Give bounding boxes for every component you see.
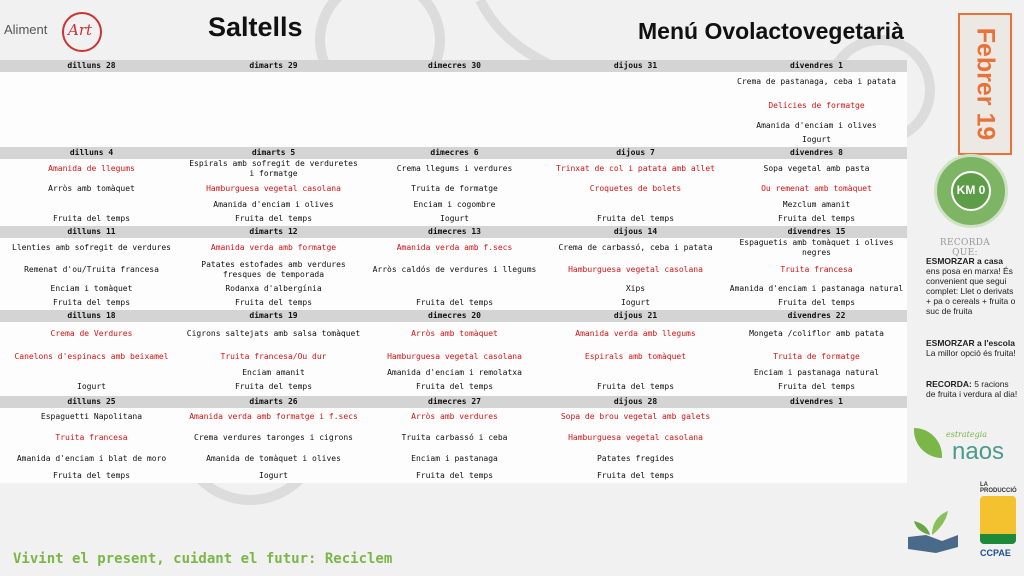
day-header: divendres 22 <box>726 310 907 322</box>
dish-cell: Fruita del temps <box>183 212 364 226</box>
menu-row <box>0 322 907 346</box>
dish-cell: Iogurt <box>0 378 183 396</box>
dish-cell: Remenat d'ou/Truita francesa <box>0 258 183 282</box>
menu-row <box>0 346 907 368</box>
footer-slogan: Vivint el present, cuidant el futur: Reciclem <box>13 551 393 567</box>
menu-row <box>0 426 907 449</box>
dish-cell: Xips <box>545 282 726 296</box>
dish-cell <box>545 368 726 378</box>
dish-cell <box>364 282 545 296</box>
dish-cell: Fruita del temps <box>364 469 545 483</box>
dish-cell: Delícies de formatge <box>726 92 907 119</box>
menu-row <box>0 159 907 179</box>
menu-row <box>0 119 907 133</box>
dish-cell <box>0 72 183 92</box>
day-header: dilluns 25 <box>0 396 183 408</box>
dish-cell <box>0 198 183 212</box>
dish-cell: Amanida d'enciam i remolatxa <box>364 368 545 378</box>
day-header: dimarts 12 <box>183 226 364 238</box>
day-header: dimarts 19 <box>183 310 364 322</box>
dish-cell: Amanida d'enciam i blat de moro <box>0 449 183 469</box>
menu-row <box>0 282 907 296</box>
dish-cell <box>545 72 726 92</box>
esmorzar-escola-text: La millor opció és fruita! <box>926 348 1016 358</box>
dish-cell: Fruita del temps <box>726 378 907 396</box>
dish-cell: Espirals amb tomàquet <box>545 346 726 368</box>
dish-cell <box>364 119 545 133</box>
dish-cell: Truita de formatge <box>726 346 907 368</box>
menu-row <box>0 238 907 258</box>
day-header: dimarts 29 <box>183 60 364 72</box>
dish-cell: Enciam i pastanaga <box>364 449 545 469</box>
dish-cell: Enciam amanit <box>183 368 364 378</box>
dish-cell <box>183 119 364 133</box>
dish-cell: Enciam i tomàquet <box>0 282 183 296</box>
day-header: dimecres 30 <box>364 60 545 72</box>
dish-cell: Llenties amb sofregit de verdures <box>0 238 183 258</box>
dish-cell: Cigrons saltejats amb salsa tomàquet <box>183 322 364 346</box>
day-header: dimecres 20 <box>364 310 545 322</box>
dish-cell: Hamburguesa vegetal casolana <box>545 426 726 449</box>
dish-cell: Truita francesa <box>726 258 907 282</box>
dish-cell <box>0 92 183 119</box>
dish-cell: Fruita del temps <box>183 378 364 396</box>
week-header-row <box>0 310 907 322</box>
day-header: dijous 21 <box>545 310 726 322</box>
logo-text: Aliment <box>4 22 48 37</box>
dish-cell <box>545 92 726 119</box>
dish-cell: Enciam i cogombre <box>364 198 545 212</box>
week-header-row <box>0 60 907 72</box>
menu-row <box>0 449 907 469</box>
dish-cell: Fruita del temps <box>364 296 545 310</box>
ccpae-top: LA PRODUCCIÓ <box>980 482 1017 494</box>
dish-cell: Espaguetti Napolitana <box>0 408 183 426</box>
menu-type-title: Menú Ovolactovegetarià <box>638 18 904 44</box>
school-name: Saltells <box>208 12 303 42</box>
hand-plant-icon <box>906 505 962 555</box>
week-header-row <box>0 396 907 408</box>
dish-cell: Espaguetis amb tomàquet i olives negres <box>726 238 907 258</box>
dish-cell <box>545 133 726 147</box>
dish-cell: Amanida d'enciam i pastanaga natural <box>726 282 907 296</box>
dish-cell: Sopa vegetal amb pasta <box>726 159 907 179</box>
dish-cell: Fruita del temps <box>545 469 726 483</box>
dish-cell: Truita carbassó i ceba <box>364 426 545 449</box>
menu-row <box>0 469 907 483</box>
dish-cell: Arròs amb tomàquet <box>364 322 545 346</box>
recorda-text: 5 racions de fruita i verdura al dia! <box>926 379 1018 399</box>
menu-row <box>0 198 907 212</box>
day-header: dilluns 28 <box>0 60 183 72</box>
dish-cell: Mongeta /coliflor amb patata <box>726 322 907 346</box>
recorda-fruita-note <box>926 379 1020 399</box>
dish-cell: Amanida verda amb f.secs <box>364 238 545 258</box>
day-header: dilluns 4 <box>0 147 183 159</box>
naos-logo <box>912 424 1012 468</box>
dish-cell: Crema de Verdures <box>0 322 183 346</box>
dish-cell: Trinxat de col i patata amb allet <box>545 159 726 179</box>
dish-cell: Truita de formatge <box>364 179 545 198</box>
naos-big: naos <box>952 438 1005 465</box>
esmorzar-escola-title: ESMORZAR a l'escola <box>926 338 1015 348</box>
day-header: dimecres 13 <box>364 226 545 238</box>
month-label: Febrer 19 <box>971 27 1000 141</box>
menu-row <box>0 92 907 119</box>
dish-cell: Mezclum amanit <box>726 198 907 212</box>
dish-cell: Crema de pastanaga, ceba i patata <box>726 72 907 92</box>
day-header: dijous 14 <box>545 226 726 238</box>
menu-row <box>0 368 907 378</box>
dish-cell: Amanida verda amb llegums <box>545 322 726 346</box>
dish-cell: Hamburguesa vegetal casolana <box>545 258 726 282</box>
day-header: dimarts 26 <box>183 396 364 408</box>
dish-cell <box>726 408 907 426</box>
week-header-row <box>0 147 907 159</box>
menu-table <box>0 60 907 483</box>
dish-cell <box>0 368 183 378</box>
dish-cell: Canelons d'espinacs amb beixamel <box>0 346 183 368</box>
dish-cell: Espirals amb sofregit de verduretes i formatge <box>183 159 364 179</box>
dish-cell: Amanida d'enciam i olives <box>726 119 907 133</box>
dish-cell: Amanida verda amb formatge i f.secs <box>183 408 364 426</box>
alimentart-logo <box>4 12 100 52</box>
dish-cell: Arròs amb verdures <box>364 408 545 426</box>
dish-cell <box>545 198 726 212</box>
dish-cell: Iogurt <box>726 133 907 147</box>
esmorzar-escola-note <box>926 338 1020 358</box>
day-header: dijous 28 <box>545 396 726 408</box>
dish-cell: Fruita del temps <box>545 378 726 396</box>
dish-cell: Rodanxa d'albergínia <box>183 282 364 296</box>
esmorzar-casa-title: ESMORZAR a casa <box>926 256 1003 266</box>
dish-cell: Ou remenat amb tomàquet <box>726 179 907 198</box>
menu-row <box>0 258 907 282</box>
dish-cell: Iogurt <box>545 296 726 310</box>
dish-cell <box>183 133 364 147</box>
month-badge <box>958 13 1012 155</box>
dish-cell <box>726 426 907 449</box>
menu-row <box>0 179 907 198</box>
km0-inner <box>951 171 991 211</box>
dish-cell: Fruita del temps <box>364 378 545 396</box>
dish-cell: Hamburguesa vegetal casolana <box>364 346 545 368</box>
week-header-row <box>0 226 907 238</box>
menu-row <box>0 133 907 147</box>
dish-cell: Croquetes de bolets <box>545 179 726 198</box>
dish-cell: Fruita del temps <box>0 469 183 483</box>
dish-cell: Fruita del temps <box>726 212 907 226</box>
recorda-title: RECORDA: <box>926 379 972 389</box>
day-header: dilluns 11 <box>0 226 183 238</box>
dish-cell <box>364 133 545 147</box>
menu-row <box>0 212 907 226</box>
day-header: divendres 8 <box>726 147 907 159</box>
dish-cell <box>726 449 907 469</box>
dish-cell: Fruita del temps <box>726 296 907 310</box>
dish-cell: Hamburguesa vegetal casolana <box>183 179 364 198</box>
day-header: divendres 1 <box>726 396 907 408</box>
esmorzar-casa-text: ens posa en marxa! És convenient que segui complet: Llet o derivats + pa o cereals + fruita o suc de fruita <box>926 266 1016 316</box>
menu-row <box>0 72 907 92</box>
day-header: dimecres 27 <box>364 396 545 408</box>
dish-cell: Fruita del temps <box>545 212 726 226</box>
dish-cell: Amanida de tomàquet i olives <box>183 449 364 469</box>
day-header: dijous 7 <box>545 147 726 159</box>
day-header: dimarts 5 <box>183 147 364 159</box>
dish-cell: Patates fregides <box>545 449 726 469</box>
dish-cell: Sopa de brou vegetal amb galets <box>545 408 726 426</box>
dish-cell <box>0 133 183 147</box>
dish-cell: Crema llegums i verdures <box>364 159 545 179</box>
recorda-heading: RECORDA QUE: <box>939 238 991 258</box>
day-header: divendres 15 <box>726 226 907 238</box>
dish-cell: Amanida verda amb formatge <box>183 238 364 258</box>
dish-cell: Truita francesa/Ou dur <box>183 346 364 368</box>
naos-small: estrategia <box>946 430 988 439</box>
dish-cell <box>183 92 364 119</box>
leaf-icon <box>914 428 942 458</box>
menu-row <box>0 378 907 396</box>
dish-cell: Crema verdures taronges i cigrons <box>183 426 364 449</box>
dish-cell: Enciam i pastanaga natural <box>726 368 907 378</box>
dish-cell: Arròs caldós de verdures i llegums <box>364 258 545 282</box>
dish-cell: Fruita del temps <box>0 212 183 226</box>
dish-cell: Patates estofades amb verdures fresques de temporada <box>183 258 364 282</box>
day-header: dilluns 18 <box>0 310 183 322</box>
dish-cell <box>545 119 726 133</box>
dish-cell: Amanida de llegums <box>0 159 183 179</box>
day-header: divendres 1 <box>726 60 907 72</box>
logo-circle <box>62 12 102 52</box>
dish-cell: Crema de carbassó, ceba i patata <box>545 238 726 258</box>
dish-cell: Iogurt <box>183 469 364 483</box>
dish-cell: Truita francesa <box>0 426 183 449</box>
menu-row <box>0 296 907 310</box>
km0-label: KM 0 <box>956 183 986 197</box>
dish-cell <box>0 119 183 133</box>
day-header: dijous 31 <box>545 60 726 72</box>
dish-cell: Fruita del temps <box>183 296 364 310</box>
dish-cell <box>726 469 907 483</box>
dish-cell <box>183 72 364 92</box>
ccpae-sun-icon <box>980 496 1016 544</box>
dish-cell: Arròs amb tomàquet <box>0 179 183 198</box>
dish-cell <box>364 92 545 119</box>
ccpae-logo <box>966 478 1018 570</box>
dish-cell: Iogurt <box>364 212 545 226</box>
menu-row <box>0 408 907 426</box>
esmorzar-casa-note <box>926 256 1020 316</box>
dish-cell: Amanida d'enciam i olives <box>183 198 364 212</box>
dish-cell: Fruita del temps <box>0 296 183 310</box>
logo-mark: Art <box>68 21 93 39</box>
ccpae-label: CCPAE <box>980 548 1011 558</box>
dish-cell <box>364 72 545 92</box>
km0-seal <box>934 154 1008 228</box>
day-header: dimecres 6 <box>364 147 545 159</box>
